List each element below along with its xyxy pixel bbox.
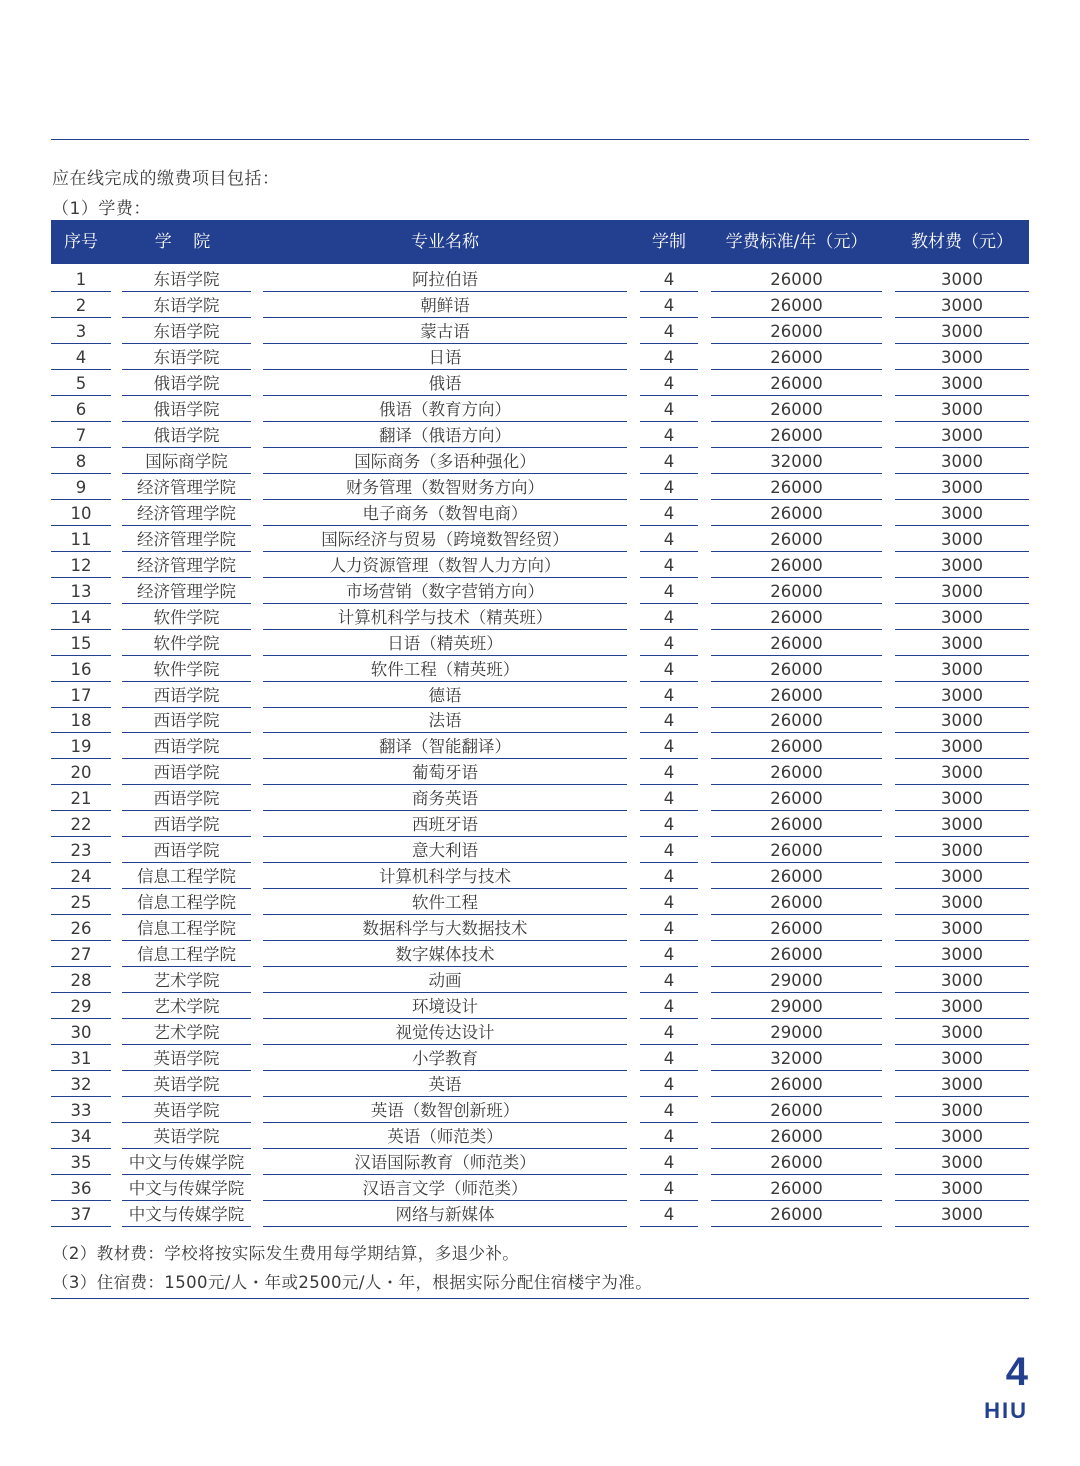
cell-tuition: 29000 — [711, 1020, 882, 1045]
cell-textbook-fee: 3000 — [895, 786, 1029, 811]
table-row — [51, 968, 1029, 994]
cell-duration: 4 — [640, 501, 698, 526]
cell-duration: 4 — [640, 734, 698, 759]
cell-major: 环境设计 — [263, 994, 627, 1019]
cell-tuition: 26000 — [711, 371, 882, 396]
cell-tuition: 26000 — [711, 864, 882, 889]
cell-tuition: 26000 — [711, 1098, 882, 1123]
table-row — [51, 1202, 1029, 1228]
cell-major: 俄语（教育方向） — [263, 397, 627, 422]
table-row — [51, 1150, 1029, 1176]
cell-row-index: 28 — [51, 968, 111, 993]
cell-college: 信息工程学院 — [122, 942, 251, 967]
table-row — [51, 371, 1029, 397]
fee-table-body — [51, 267, 1029, 1228]
cell-row-index: 14 — [51, 605, 111, 630]
cell-row-index: 33 — [51, 1098, 111, 1123]
cell-row-index: 20 — [51, 760, 111, 785]
cell-college: 艺术学院 — [122, 994, 251, 1019]
cell-college: 经济管理学院 — [122, 553, 251, 578]
cell-tuition: 26000 — [711, 916, 882, 941]
cell-row-index: 16 — [51, 657, 111, 682]
cell-major: 意大利语 — [263, 838, 627, 863]
cell-duration: 4 — [640, 319, 698, 344]
cell-college: 西语学院 — [122, 734, 251, 759]
table-row — [51, 734, 1029, 760]
cell-duration: 4 — [640, 553, 698, 578]
cell-major: 软件工程 — [263, 890, 627, 915]
cell-textbook-fee: 3000 — [895, 267, 1029, 292]
cell-textbook-fee: 3000 — [895, 475, 1029, 500]
cell-textbook-fee: 3000 — [895, 397, 1029, 422]
cell-row-index: 27 — [51, 942, 111, 967]
cell-college: 信息工程学院 — [122, 864, 251, 889]
table-row — [51, 345, 1029, 371]
cell-row-index: 6 — [51, 397, 111, 422]
table-row — [51, 293, 1029, 319]
cell-college: 东语学院 — [122, 293, 251, 318]
cell-tuition: 26000 — [711, 1150, 882, 1175]
cell-textbook-fee: 3000 — [895, 994, 1029, 1019]
cell-textbook-fee: 3000 — [895, 942, 1029, 967]
cell-duration: 4 — [640, 449, 698, 474]
cell-tuition: 26000 — [711, 423, 882, 448]
cell-college: 西语学院 — [122, 812, 251, 837]
cell-duration: 4 — [640, 293, 698, 318]
cell-major: 英语 — [263, 1072, 627, 1097]
table-row — [51, 605, 1029, 631]
cell-textbook-fee: 3000 — [895, 708, 1029, 733]
table-row — [51, 864, 1029, 890]
header-index: 序号 — [64, 232, 98, 252]
cell-tuition: 26000 — [711, 1072, 882, 1097]
cell-row-index: 2 — [51, 293, 111, 318]
cell-major: 网络与新媒体 — [263, 1202, 627, 1227]
cell-college: 西语学院 — [122, 683, 251, 708]
cell-row-index: 3 — [51, 319, 111, 344]
cell-major: 计算机科学与技术（精英班） — [263, 605, 627, 630]
cell-duration: 4 — [640, 527, 698, 552]
cell-duration: 4 — [640, 968, 698, 993]
cell-duration: 4 — [640, 812, 698, 837]
cell-row-index: 30 — [51, 1020, 111, 1045]
table-row — [51, 1124, 1029, 1150]
cell-duration: 4 — [640, 890, 698, 915]
cell-row-index: 8 — [51, 449, 111, 474]
cell-textbook-fee: 3000 — [895, 579, 1029, 604]
cell-major: 汉语言文学（师范类） — [263, 1176, 627, 1201]
cell-textbook-fee: 3000 — [895, 1098, 1029, 1123]
cell-college: 经济管理学院 — [122, 501, 251, 526]
cell-textbook-fee: 3000 — [895, 968, 1029, 993]
cell-college: 经济管理学院 — [122, 527, 251, 552]
cell-tuition: 29000 — [711, 968, 882, 993]
cell-textbook-fee: 3000 — [895, 760, 1029, 785]
cell-tuition: 26000 — [711, 1176, 882, 1201]
table-row — [51, 553, 1029, 579]
header-major: 专业名称 — [411, 232, 479, 252]
cell-duration: 4 — [640, 345, 698, 370]
cell-major: 蒙古语 — [263, 319, 627, 344]
cell-tuition: 26000 — [711, 293, 882, 318]
header-textbook-fee: 教材费（元） — [911, 232, 1013, 252]
table-row — [51, 527, 1029, 553]
cell-row-index: 23 — [51, 838, 111, 863]
cell-college: 中文与传媒学院 — [122, 1176, 251, 1201]
table-row — [51, 631, 1029, 657]
cell-college: 国际商学院 — [122, 449, 251, 474]
cell-textbook-fee: 3000 — [895, 605, 1029, 630]
table-row — [51, 1176, 1029, 1202]
cell-college: 西语学院 — [122, 786, 251, 811]
table-row — [51, 397, 1029, 423]
cell-duration: 4 — [640, 1072, 698, 1097]
cell-duration: 4 — [640, 916, 698, 941]
textbook-note: （2）教材费：学校将按实际发生费用每学期结算，多退少补。 — [52, 1244, 520, 1263]
cell-duration: 4 — [640, 1202, 698, 1227]
cell-duration: 4 — [640, 683, 698, 708]
cell-row-index: 35 — [51, 1150, 111, 1175]
cell-duration: 4 — [640, 942, 698, 967]
cell-textbook-fee: 3000 — [895, 1046, 1029, 1071]
cell-tuition: 26000 — [711, 657, 882, 682]
cell-major: 国际经济与贸易（跨境数智经贸） — [263, 527, 627, 552]
table-row — [51, 501, 1029, 527]
cell-textbook-fee: 3000 — [895, 371, 1029, 396]
cell-row-index: 37 — [51, 1202, 111, 1227]
header-tuition: 学费标准/年（元） — [725, 232, 868, 252]
cell-textbook-fee: 3000 — [895, 631, 1029, 656]
intro-text: 应在线完成的缴费项目包括： — [52, 169, 280, 189]
cell-row-index: 1 — [51, 267, 111, 292]
cell-tuition: 26000 — [711, 397, 882, 422]
cell-college: 软件学院 — [122, 657, 251, 682]
cell-tuition: 26000 — [711, 1202, 882, 1227]
table-row — [51, 1098, 1029, 1124]
cell-textbook-fee: 3000 — [895, 916, 1029, 941]
cell-textbook-fee: 3000 — [895, 527, 1029, 552]
cell-tuition: 26000 — [711, 319, 882, 344]
cell-major: 财务管理（数智财务方向） — [263, 475, 627, 500]
cell-tuition: 26000 — [711, 345, 882, 370]
cell-duration: 4 — [640, 657, 698, 682]
cell-duration: 4 — [640, 1124, 698, 1149]
cell-textbook-fee: 3000 — [895, 838, 1029, 863]
cell-major: 市场营销（数字营销方向） — [263, 579, 627, 604]
cell-row-index: 13 — [51, 579, 111, 604]
cell-textbook-fee: 3000 — [895, 1072, 1029, 1097]
table-row — [51, 1072, 1029, 1098]
cell-duration: 4 — [640, 371, 698, 396]
table-row — [51, 423, 1029, 449]
cell-row-index: 22 — [51, 812, 111, 837]
cell-college: 东语学院 — [122, 267, 251, 292]
cell-major: 软件工程（精英班） — [263, 657, 627, 682]
cell-tuition: 26000 — [711, 527, 882, 552]
cell-row-index: 32 — [51, 1072, 111, 1097]
cell-major: 人力资源管理（数智人力方向） — [263, 553, 627, 578]
page-number: 4 — [1005, 1350, 1028, 1394]
cell-college: 西语学院 — [122, 838, 251, 863]
cell-major: 计算机科学与技术 — [263, 864, 627, 889]
cell-major: 动画 — [263, 968, 627, 993]
cell-row-index: 36 — [51, 1176, 111, 1201]
cell-textbook-fee: 3000 — [895, 553, 1029, 578]
cell-textbook-fee: 3000 — [895, 1124, 1029, 1149]
cell-college: 经济管理学院 — [122, 579, 251, 604]
cell-major: 翻译（智能翻译） — [263, 734, 627, 759]
cell-row-index: 4 — [51, 345, 111, 370]
cell-row-index: 11 — [51, 527, 111, 552]
cell-major: 阿拉伯语 — [263, 267, 627, 292]
cell-college: 艺术学院 — [122, 1020, 251, 1045]
cell-major: 俄语 — [263, 371, 627, 396]
cell-duration: 4 — [640, 475, 698, 500]
cell-duration: 4 — [640, 708, 698, 733]
cell-row-index: 18 — [51, 708, 111, 733]
cell-tuition: 26000 — [711, 1124, 882, 1149]
cell-major: 电子商务（数智电商） — [263, 501, 627, 526]
cell-tuition: 26000 — [711, 579, 882, 604]
cell-duration: 4 — [640, 864, 698, 889]
cell-tuition: 26000 — [711, 553, 882, 578]
cell-textbook-fee: 3000 — [895, 1020, 1029, 1045]
cell-college: 东语学院 — [122, 319, 251, 344]
cell-duration: 4 — [640, 786, 698, 811]
cell-textbook-fee: 3000 — [895, 293, 1029, 318]
cell-duration: 4 — [640, 423, 698, 448]
table-row — [51, 708, 1029, 734]
cell-row-index: 25 — [51, 890, 111, 915]
cell-textbook-fee: 3000 — [895, 734, 1029, 759]
cell-duration: 4 — [640, 605, 698, 630]
cell-major: 数据科学与大数据技术 — [263, 916, 627, 941]
cell-row-index: 7 — [51, 423, 111, 448]
table-row — [51, 319, 1029, 345]
cell-major: 葡萄牙语 — [263, 760, 627, 785]
cell-tuition: 26000 — [711, 605, 882, 630]
table-row — [51, 760, 1029, 786]
cell-major: 商务英语 — [263, 786, 627, 811]
table-row — [51, 657, 1029, 683]
cell-college: 中文与传媒学院 — [122, 1150, 251, 1175]
cell-textbook-fee: 3000 — [895, 890, 1029, 915]
cell-row-index: 21 — [51, 786, 111, 811]
header-college: 学 院 — [154, 232, 219, 252]
header-duration: 学制 — [652, 232, 686, 252]
table-header — [51, 220, 1029, 264]
cell-duration: 4 — [640, 579, 698, 604]
cell-textbook-fee: 3000 — [895, 345, 1029, 370]
cell-row-index: 17 — [51, 683, 111, 708]
cell-duration: 4 — [640, 1046, 698, 1071]
table-row — [51, 942, 1029, 968]
table-row — [51, 812, 1029, 838]
top-divider — [51, 139, 1029, 140]
cell-college: 英语学院 — [122, 1124, 251, 1149]
cell-tuition: 26000 — [711, 760, 882, 785]
cell-duration: 4 — [640, 631, 698, 656]
cell-college: 俄语学院 — [122, 371, 251, 396]
bottom-divider — [51, 1298, 1029, 1299]
cell-major: 日语（精英班） — [263, 631, 627, 656]
cell-row-index: 5 — [51, 371, 111, 396]
cell-tuition: 26000 — [711, 683, 882, 708]
cell-tuition: 26000 — [711, 501, 882, 526]
cell-major: 朝鲜语 — [263, 293, 627, 318]
cell-textbook-fee: 3000 — [895, 683, 1029, 708]
cell-duration: 4 — [640, 267, 698, 292]
cell-tuition: 29000 — [711, 994, 882, 1019]
cell-duration: 4 — [640, 760, 698, 785]
lodging-note: （3）住宿费：1500元/人・年或2500元/人・年，根据实际分配住宿楼宇为准。 — [52, 1273, 653, 1292]
cell-major: 小学教育 — [263, 1046, 627, 1071]
cell-college: 信息工程学院 — [122, 916, 251, 941]
cell-college: 艺术学院 — [122, 968, 251, 993]
cell-tuition: 26000 — [711, 812, 882, 837]
cell-textbook-fee: 3000 — [895, 864, 1029, 889]
cell-college: 英语学院 — [122, 1072, 251, 1097]
cell-duration: 4 — [640, 994, 698, 1019]
cell-textbook-fee: 3000 — [895, 812, 1029, 837]
cell-row-index: 31 — [51, 1046, 111, 1071]
cell-college: 俄语学院 — [122, 423, 251, 448]
cell-textbook-fee: 3000 — [895, 1176, 1029, 1201]
cell-row-index: 15 — [51, 631, 111, 656]
cell-college: 软件学院 — [122, 605, 251, 630]
cell-major: 视觉传达设计 — [263, 1020, 627, 1045]
cell-duration: 4 — [640, 1176, 698, 1201]
cell-row-index: 34 — [51, 1124, 111, 1149]
cell-duration: 4 — [640, 1098, 698, 1123]
cell-college: 信息工程学院 — [122, 890, 251, 915]
cell-duration: 4 — [640, 1020, 698, 1045]
cell-tuition: 26000 — [711, 631, 882, 656]
cell-textbook-fee: 3000 — [895, 657, 1029, 682]
table-row — [51, 994, 1029, 1020]
cell-major: 英语（师范类） — [263, 1124, 627, 1149]
cell-major: 德语 — [263, 683, 627, 708]
cell-tuition: 32000 — [711, 449, 882, 474]
table-row — [51, 1020, 1029, 1046]
cell-college: 英语学院 — [122, 1098, 251, 1123]
tuition-heading: （1）学费： — [52, 199, 151, 219]
cell-college: 软件学院 — [122, 631, 251, 656]
table-row — [51, 449, 1029, 475]
cell-tuition: 26000 — [711, 942, 882, 967]
cell-tuition: 26000 — [711, 786, 882, 811]
table-row — [51, 786, 1029, 812]
cell-major: 汉语国际教育（师范类） — [263, 1150, 627, 1175]
cell-duration: 4 — [640, 1150, 698, 1175]
cell-major: 翻译（俄语方向） — [263, 423, 627, 448]
cell-major: 英语（数智创新班） — [263, 1098, 627, 1123]
table-row — [51, 475, 1029, 501]
cell-tuition: 32000 — [711, 1046, 882, 1071]
cell-row-index: 29 — [51, 994, 111, 1019]
cell-textbook-fee: 3000 — [895, 319, 1029, 344]
cell-tuition: 26000 — [711, 267, 882, 292]
cell-tuition: 26000 — [711, 708, 882, 733]
cell-college: 俄语学院 — [122, 397, 251, 422]
cell-textbook-fee: 3000 — [895, 501, 1029, 526]
table-row — [51, 683, 1029, 709]
cell-college: 中文与传媒学院 — [122, 1202, 251, 1227]
cell-tuition: 26000 — [711, 838, 882, 863]
table-row — [51, 890, 1029, 916]
cell-college: 东语学院 — [122, 345, 251, 370]
table-row — [51, 579, 1029, 605]
table-row — [51, 1046, 1029, 1072]
cell-major: 国际商务（多语种强化） — [263, 449, 627, 474]
cell-row-index: 19 — [51, 734, 111, 759]
cell-row-index: 9 — [51, 475, 111, 500]
cell-tuition: 26000 — [711, 734, 882, 759]
cell-textbook-fee: 3000 — [895, 449, 1029, 474]
cell-tuition: 26000 — [711, 475, 882, 500]
cell-major: 西班牙语 — [263, 812, 627, 837]
table-row — [51, 916, 1029, 942]
table-row — [51, 267, 1029, 293]
cell-textbook-fee: 3000 — [895, 1150, 1029, 1175]
cell-row-index: 26 — [51, 916, 111, 941]
cell-textbook-fee: 3000 — [895, 1202, 1029, 1227]
cell-major: 法语 — [263, 708, 627, 733]
cell-major: 数字媒体技术 — [263, 942, 627, 967]
cell-textbook-fee: 3000 — [895, 423, 1029, 448]
cell-row-index: 12 — [51, 553, 111, 578]
cell-duration: 4 — [640, 838, 698, 863]
cell-college: 英语学院 — [122, 1046, 251, 1071]
cell-college: 西语学院 — [122, 708, 251, 733]
brand-logo: HIU — [984, 1398, 1028, 1423]
cell-major: 日语 — [263, 345, 627, 370]
cell-tuition: 26000 — [711, 890, 882, 915]
cell-college: 经济管理学院 — [122, 475, 251, 500]
cell-duration: 4 — [640, 397, 698, 422]
cell-row-index: 24 — [51, 864, 111, 889]
cell-college: 西语学院 — [122, 760, 251, 785]
cell-row-index: 10 — [51, 501, 111, 526]
table-row — [51, 838, 1029, 864]
